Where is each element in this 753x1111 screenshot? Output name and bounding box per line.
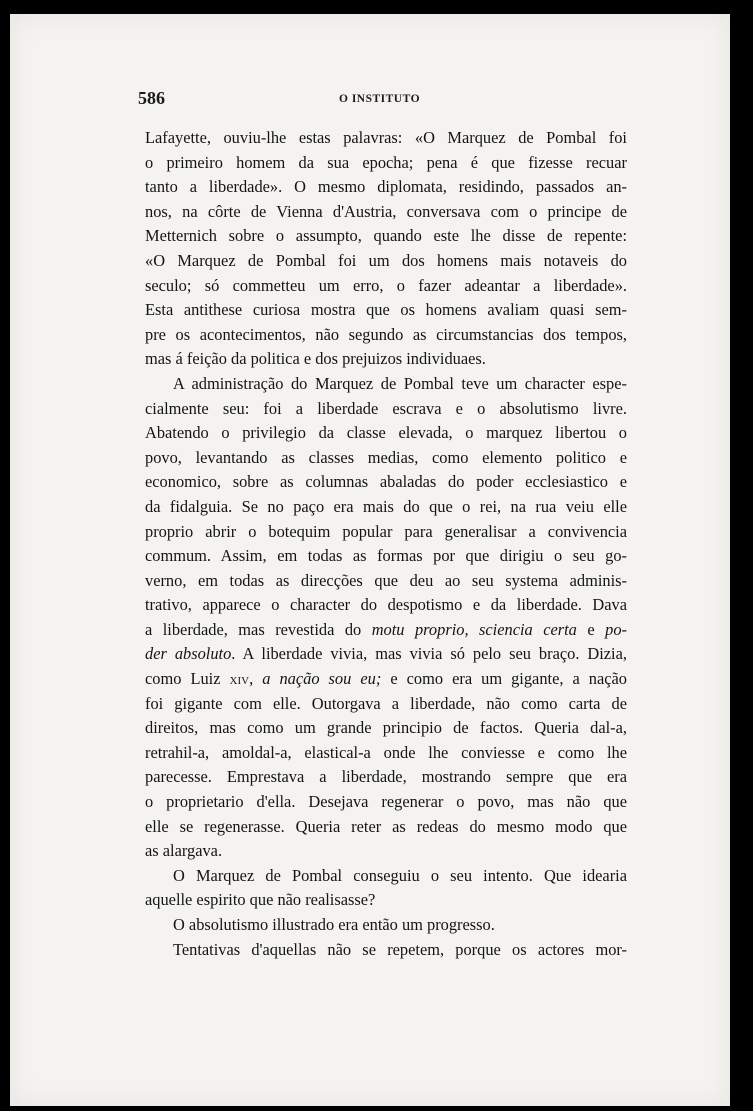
text-segment: povo, levantando as classes medias, como elemento politico e bbox=[145, 447, 627, 467]
text-line bbox=[145, 175, 627, 200]
small-caps-text: xiv bbox=[229, 669, 250, 689]
text-line bbox=[145, 888, 627, 913]
text-segment: e como era um gigante, a nação bbox=[381, 669, 628, 689]
text-segment: A administração do Marquez de Pombal teve um character espe- bbox=[173, 373, 627, 393]
text-segment: verno, em todas as direcções que deu ao seu systema adminis- bbox=[145, 570, 627, 590]
text-segment: Lafayette, ouviu-lhe estas palavras: «O Marquez de Pombal foi bbox=[145, 128, 627, 147]
text-line bbox=[145, 741, 627, 766]
text-segment: trativo, apparece o character do despotismo e da liberdade. Dava bbox=[145, 595, 627, 615]
text-segment: e bbox=[576, 619, 606, 639]
text-segment: nos, na côrte de Vienna d'Austria, conversava com o principe de bbox=[145, 201, 627, 221]
text-line bbox=[145, 642, 627, 667]
text-line bbox=[145, 397, 627, 422]
text-segment: Metternich sobre o assumpto, quando este lhe disse de repente: bbox=[145, 226, 627, 246]
text-line bbox=[145, 569, 627, 594]
text-line bbox=[145, 913, 627, 938]
italic-text: po- bbox=[605, 619, 627, 639]
text-segment: direitos, mas como um grande principio de factos. Queria dal-a, bbox=[145, 718, 627, 738]
text-segment: aquelle espirito que não realisasse? bbox=[145, 890, 376, 910]
text-line bbox=[145, 938, 627, 963]
text-line bbox=[145, 151, 627, 176]
text-segment: pre os acontecimentos, não segundo as circumstancias dos tempos, bbox=[145, 324, 627, 344]
text-line bbox=[145, 864, 627, 889]
text-line bbox=[145, 224, 627, 249]
text-line bbox=[145, 323, 627, 348]
text-line bbox=[145, 692, 627, 717]
text-segment: cialmente seu: foi a liberdade escrava e o absolutismo livre. bbox=[145, 398, 627, 418]
text-line bbox=[145, 347, 627, 372]
text-line bbox=[145, 126, 627, 151]
text-line bbox=[145, 495, 627, 520]
text-segment: , bbox=[249, 669, 263, 689]
text-segment: elle se regenerasse. Queria reter as redeas do mesmo modo que bbox=[145, 816, 627, 836]
text-segment: «O Marquez de Pombal foi um dos homens mais notaveis do bbox=[145, 250, 627, 270]
text-segment: O absolutismo illustrado era então um progresso. bbox=[173, 915, 495, 934]
text-line bbox=[145, 249, 627, 274]
text-line bbox=[145, 200, 627, 225]
text-line bbox=[145, 815, 627, 840]
italic-text: motu proprio, sciencia certa bbox=[371, 619, 577, 639]
text-segment: commum. Assim, em todas as formas por que dirigiu o seu go- bbox=[145, 546, 627, 566]
text-segment: Abatendo o privilegio da classe elevada, o marquez libertou o bbox=[145, 423, 627, 443]
text-line bbox=[145, 618, 627, 643]
text-segment: Tentativas d'aquellas não se repetem, porque os actores mor- bbox=[173, 939, 627, 959]
text-segment: mas á feição da politica e dos prejuizos individuaes. bbox=[145, 349, 486, 369]
text-segment: foi gigante com elle. Outorgava a liberdade, não como carta de bbox=[145, 693, 627, 713]
text-line bbox=[145, 446, 627, 471]
body-text bbox=[145, 126, 627, 962]
text-segment: proprio abrir o botequim popular para generalisar a convivencia bbox=[145, 521, 627, 541]
text-segment: o proprietario d'ella. Desejava regenerar o povo, mas não que bbox=[145, 792, 627, 812]
text-segment: o primeiro homem da sua epocha; pena é que fizesse recuar bbox=[145, 152, 627, 172]
italic-text: der absoluto bbox=[145, 644, 232, 664]
text-line bbox=[145, 421, 627, 446]
text-line bbox=[145, 716, 627, 741]
text-line bbox=[145, 790, 627, 815]
text-line bbox=[145, 298, 627, 323]
text-line bbox=[145, 274, 627, 299]
text-segment: Esta antithese curiosa mostra que os homens avaliam quasi sem- bbox=[145, 300, 627, 320]
text-segment: retrahil-a, amoldal-a, elastical-a onde lhe conviesse e como lhe bbox=[145, 742, 627, 762]
text-segment: da fidalguia. Se no paço era mais do que o rei, na rua veiu elle bbox=[145, 496, 627, 516]
text-line bbox=[145, 544, 627, 569]
text-segment: parecesse. Emprestava a liberdade, mostrando sempre que era bbox=[145, 767, 627, 787]
running-head: O INSTITUTO bbox=[339, 93, 421, 105]
text-line bbox=[145, 667, 627, 692]
text-segment: tanto a liberdade». O mesmo diplomata, residindo, passados an- bbox=[145, 177, 627, 197]
text-line bbox=[145, 765, 627, 790]
text-segment: a liberdade, mas revestida do bbox=[145, 619, 372, 639]
text-line bbox=[145, 839, 627, 864]
text-line bbox=[145, 520, 627, 545]
text-segment: O Marquez de Pombal conseguiu o seu intento. Que idearia bbox=[173, 865, 627, 885]
text-segment: seculo; só commetteu um erro, o fazer adeantar a liberdade». bbox=[145, 275, 627, 295]
text-segment: as alargava. bbox=[145, 841, 223, 861]
page-number: 586 bbox=[138, 88, 165, 108]
page-header bbox=[138, 88, 626, 112]
text-segment: economico, sobre as columnas abaladas do poder ecclesiastico e bbox=[145, 472, 627, 492]
text-line bbox=[145, 372, 627, 397]
italic-text: a nação sou eu; bbox=[262, 669, 382, 689]
text-segment: . A liberdade vivia, mas vivia só pelo seu braço. Dizia, bbox=[231, 644, 627, 664]
text-segment: como Luiz bbox=[145, 669, 230, 689]
text-line bbox=[145, 593, 627, 618]
text-line bbox=[145, 470, 627, 495]
